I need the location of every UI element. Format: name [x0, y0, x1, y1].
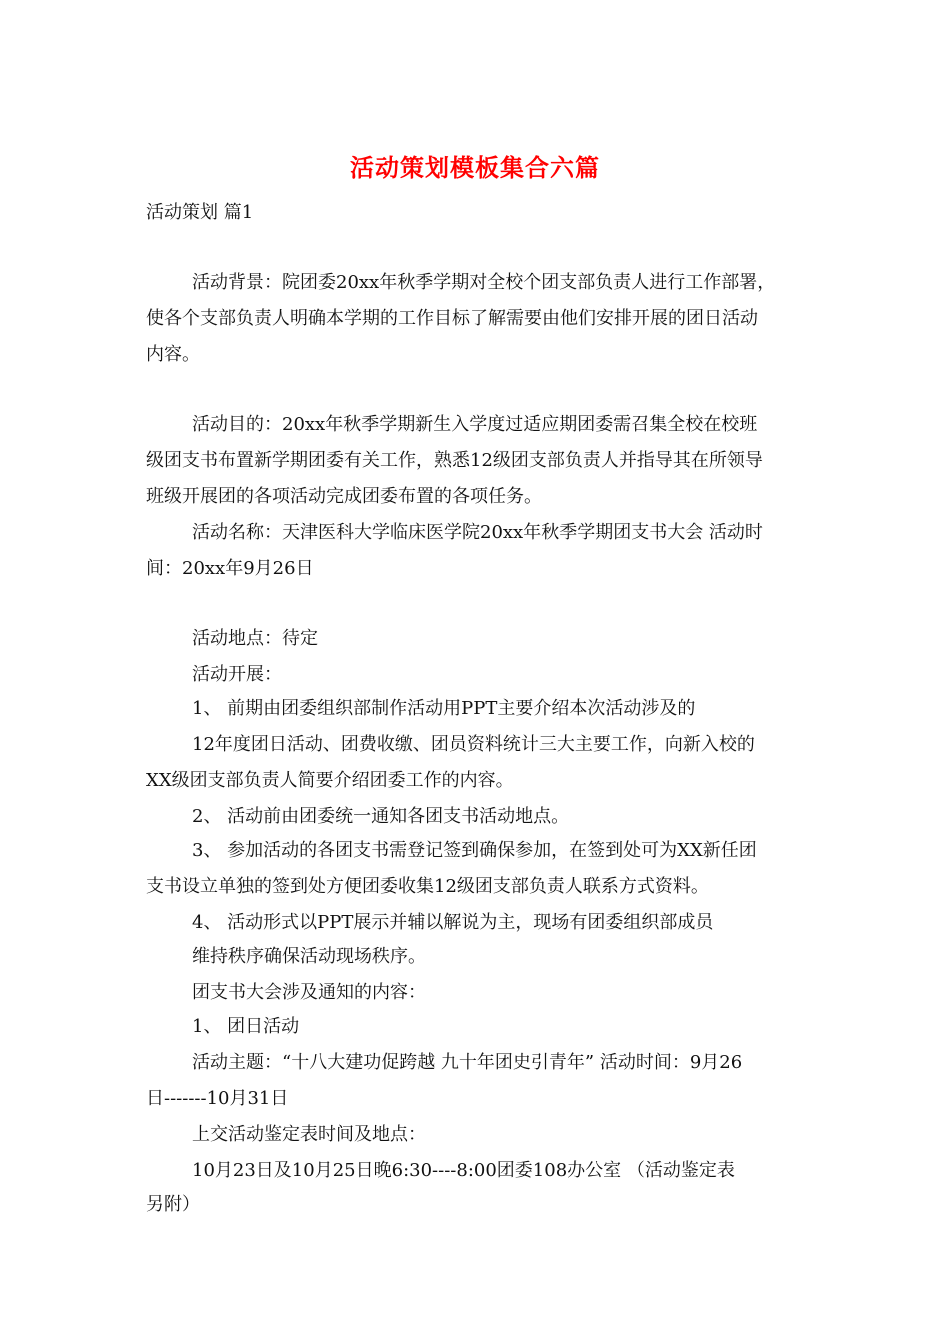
- paragraph-line: 间：20xx年9月26日: [146, 558, 314, 579]
- list-item: 4、 活动形式以PPT展示并辅以解说为主，现场有团委组织部成员: [192, 912, 714, 933]
- paragraph-line: 10月23日及10月25日晚6:30----8:00团委108办公室 （活动鉴定表: [192, 1160, 735, 1181]
- document-title: 活动策划模板集合六篇: [350, 153, 600, 182]
- paragraph-line: 活动名称：天津医科大学临床医学院20xx年秋季学期团支书大会 活动时: [192, 522, 763, 543]
- paragraph-line: 维持秩序确保活动现场秩序。: [192, 946, 426, 967]
- paragraph-line: 活动地点：待定: [192, 628, 318, 649]
- paragraph-line: 支书设立单独的签到处方便团委收集12级团支部负责人联系方式资料。: [146, 876, 709, 897]
- paragraph-line: 班级开展团的各项活动完成团委布置的各项任务。: [146, 486, 542, 507]
- list-item: 3、 参加活动的各团支书需登记签到确保参加，在签到处可为XX新任团: [192, 840, 757, 861]
- paragraph-line: 活动背景：院团委20xx年秋季学期对全校个团支部负责人进行工作部署，: [192, 272, 776, 293]
- paragraph-line: 另附）: [146, 1194, 200, 1215]
- paragraph-line: 活动主题：“十八大建功促跨越 九十年团史引青年” 活动时间：9月26: [192, 1052, 743, 1073]
- paragraph-line: 12年度团日活动、团费收缴、团员资料统计三大主要工作，向新入校的: [192, 734, 755, 755]
- paragraph-line: 上交活动鉴定表时间及地点：: [192, 1124, 426, 1145]
- paragraph-line: 级团支书布置新学期团委有关工作，熟悉12级团支部负责人并指导其在所领导: [146, 450, 763, 471]
- paragraph-line: 活动开展：: [192, 664, 282, 685]
- section-heading: 活动策划 篇1: [146, 202, 254, 223]
- paragraph-line: XX级团支部负责人简要介绍团委工作的内容。: [146, 770, 514, 791]
- paragraph-line: 内容。: [146, 344, 200, 365]
- list-item: 2、 活动前由团委统一通知各团支书活动地点。: [192, 806, 570, 827]
- list-item: 1、 团日活动: [192, 1016, 300, 1037]
- paragraph-line: 日-------10月31日: [146, 1088, 289, 1109]
- paragraph-line: 使各个支部负责人明确本学期的工作目标了解需要由他们安排开展的团日活动: [146, 308, 758, 329]
- list-item: 1、 前期由团委组织部制作活动用PPT主要介绍本次活动涉及的: [192, 698, 696, 719]
- paragraph-line: 活动目的：20xx年秋季学期新生入学度过适应期团委需召集全校在校班: [192, 414, 758, 435]
- paragraph-line: 团支书大会涉及通知的内容：: [192, 982, 426, 1003]
